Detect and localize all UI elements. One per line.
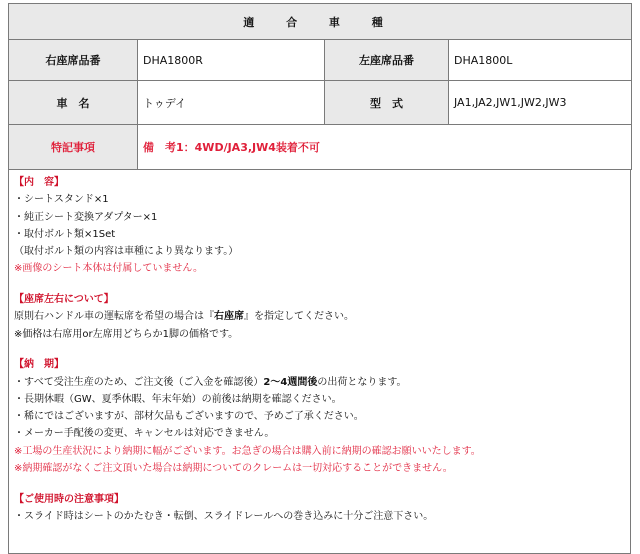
caution-section	[14, 491, 625, 526]
delivery-line	[14, 374, 625, 391]
contents-item: （取付ボルト類の内容は車種により異なります。）	[14, 246, 239, 258]
left-seat-part-number: DHA1800L	[449, 40, 632, 81]
contents-item: ・取付ボルト類×1Set	[14, 228, 116, 240]
right-seat-part-number: DHA1800R	[138, 40, 325, 81]
delivery-item: ・メーカー手配後の変更、キャンセルは対応できません。	[14, 428, 275, 440]
delivery-section	[14, 356, 625, 477]
delivery-warning: ※納期確認がなくご注文頂いた場合は納期についてのクレームは一切対応することができません。	[14, 463, 453, 475]
seat-side-emphasis: 右座席	[214, 311, 244, 323]
special-note-label: 特記事項	[9, 125, 138, 170]
details-box	[8, 170, 631, 554]
seat-side-heading: 【座席左右について】	[14, 294, 114, 306]
delivery-item: ・稀にではございますが、部材欠品もございますので、予めご了承ください。	[14, 411, 364, 423]
model-value: JA1,JA2,JW1,JW2,JW3	[449, 81, 632, 125]
sheet-title: 適 合 車 種	[9, 4, 632, 40]
contents-heading: 【内 容】	[14, 177, 64, 188]
compatibility-sheet	[8, 3, 631, 554]
delivery-warning: ※工場の生産状況により納期に幅がございます。お急ぎの場合は購入前に納期の確認お願いいたします。	[14, 445, 481, 457]
caution-heading: 【ご使用時の注意事項】	[14, 493, 124, 505]
seat-side-text: 』を指定してください。	[244, 311, 354, 323]
delivery-emphasis: 2〜4週間後	[263, 376, 318, 388]
model-label: 型 式	[325, 81, 449, 125]
spec-table	[8, 3, 632, 170]
delivery-item: ・長期休暇（GW、夏季休暇、年末年始）の前後は納期を確認ください。	[14, 393, 342, 405]
seat-side-price-note: ※価格は右席用or左席用どちらか1脚の価格です。	[14, 328, 239, 340]
contents-warning: ※画像のシート本体は付属していません。	[14, 263, 203, 275]
right-seat-part-label: 右座席品番	[9, 40, 138, 81]
caution-line: ・スライド時はシートのかたむき・転倒、スライドレールへの巻き込みに十分ご注意下さい。	[14, 510, 434, 522]
delivery-text: の出荷となります。	[317, 376, 407, 388]
special-note-value: 備 考1：4WD/JA3,JW4装着不可	[138, 125, 632, 170]
contents-item: ・純正シート変換アダプター×1	[14, 211, 158, 223]
left-seat-part-label: 左座席品番	[325, 40, 449, 81]
seat-side-text: 原則右ハンドル車の運転席を希望の場合は『	[14, 311, 214, 323]
seat-side-section	[14, 291, 625, 343]
seat-side-line	[14, 308, 625, 325]
car-name-label: 車 名	[9, 81, 138, 125]
contents-item: ・シートスタンド×1	[14, 194, 109, 206]
delivery-heading: 【納 期】	[14, 359, 64, 371]
delivery-text: ・すべて受注生産のため、ご注文後（ご入金を確認後）	[14, 376, 264, 388]
contents-section	[14, 174, 625, 278]
car-name-value: トゥデイ	[138, 81, 325, 125]
